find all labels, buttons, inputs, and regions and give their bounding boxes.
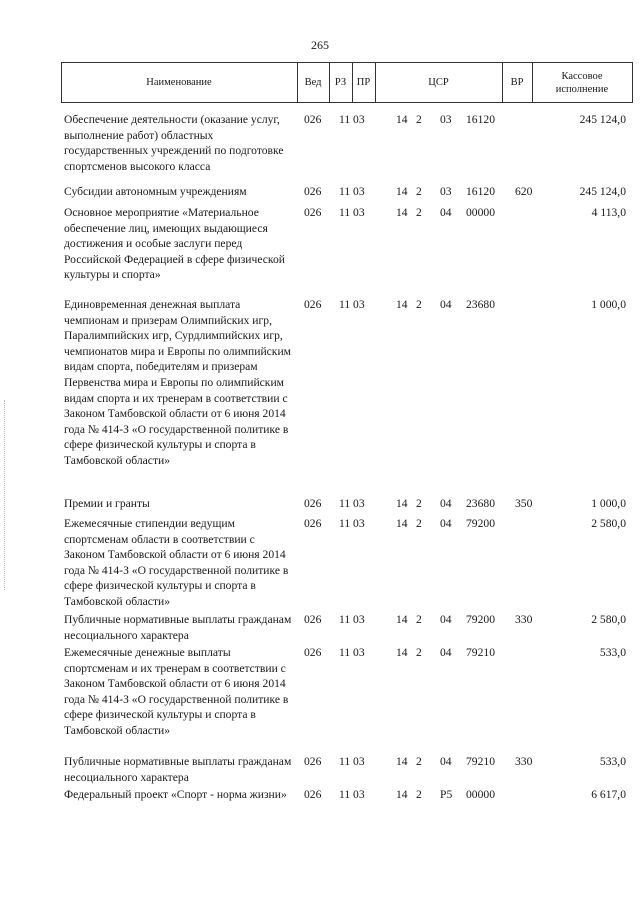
row-csr-part: 14	[396, 788, 408, 801]
row-amount: 4 113,0	[591, 206, 626, 219]
row-ved: 026	[304, 497, 322, 510]
table-header	[61, 62, 633, 103]
row-csr-part: 14	[396, 613, 408, 626]
row-rz-pr: 11 03	[339, 113, 365, 126]
row-csr-part: 2	[416, 517, 422, 530]
row-csr-part: 16120	[466, 113, 495, 126]
row-csr-part: 00000	[466, 206, 495, 219]
row-csr-part: 2	[416, 613, 422, 626]
row-vr: 350	[515, 497, 533, 510]
row-ved: 026	[304, 755, 322, 768]
row-amount: 533,0	[599, 755, 626, 768]
row-csr-part: 23680	[466, 497, 495, 510]
row-ved: 026	[304, 113, 322, 126]
row-vr: 330	[515, 755, 533, 768]
row-amount: 245 124,0	[579, 113, 626, 126]
row-rz-pr: 11 03	[339, 206, 365, 219]
row-csr-part: 14	[396, 298, 408, 311]
row-ved: 026	[304, 185, 322, 198]
row-amount: 1 000,0	[591, 497, 626, 510]
row-csr-part: 79200	[466, 517, 495, 530]
row-csr-part: 16120	[466, 185, 495, 198]
row-name: Единовременная денежная выплата чемпионам и призерам Олимпийских игр, Паралимпийских игр, Сурдлимпийских игр, чемпионатов мира и Европы по олимпийским видам спорта, победителям и призерам Первенства мира и Европы по олимпийским видам спорта и их тренерам в соответствии с Законом Тамбовской области от 6 июня 2014 года № 414-З «О государственной политике в сфере физической культуры и спорта в Тамбовской области»	[64, 298, 291, 467]
row-csr-part: 04	[440, 497, 452, 510]
row-amount: 1 000,0	[591, 298, 626, 311]
row-amount: 6 617,0	[591, 788, 626, 801]
row-name: Федеральный проект «Спорт - норма жизни»	[64, 788, 287, 801]
header-vr: ВР	[510, 77, 524, 88]
row-csr-part: 00000	[466, 788, 495, 801]
row-rz-pr: 11 03	[339, 185, 365, 198]
header-pr: ПР	[356, 77, 371, 88]
row-ved: 026	[304, 206, 322, 219]
header-amount: Кассовое исполнение	[555, 70, 609, 95]
header-rz: РЗ	[334, 77, 347, 88]
row-csr-part: 79210	[466, 755, 495, 768]
page-number: 265	[311, 38, 329, 52]
row-csr-part: 04	[440, 613, 452, 626]
row-csr-part: 14	[396, 755, 408, 768]
row-csr-part: 2	[416, 113, 422, 126]
row-csr-part: 2	[416, 185, 422, 198]
row-ved: 026	[304, 517, 322, 530]
row-name: Ежемесячные денежные выплаты спортсменам и их тренерам в соответствии с Законом Тамбовской области от 6 июня 2014 года № 414-З «О государственной политике в сфере физической культуры и спорта в Тамбовской области»	[64, 646, 289, 737]
row-amount: 533,0	[599, 646, 626, 659]
row-csr-part: 04	[440, 646, 452, 659]
row-csr-part: P5	[440, 788, 453, 801]
header-csr: ЦСР	[428, 77, 449, 88]
row-csr-part: 79210	[466, 646, 495, 659]
row-name: Премии и гранты	[64, 497, 150, 510]
row-csr-part: 2	[416, 755, 422, 768]
row-csr-part: 03	[440, 185, 452, 198]
row-csr-part: 2	[416, 206, 422, 219]
row-csr-part: 14	[396, 113, 408, 126]
row-name: Субсидии автономным учреждениям	[64, 185, 247, 198]
row-csr-part: 2	[416, 646, 422, 659]
row-name: Основное мероприятие «Материальное обеспечение лиц, имеющих выдающиеся достижения и особые заслуги перед Российской Федерацией в сфере физической культуры и спорта»	[64, 206, 285, 282]
scan-margin-mark	[4, 400, 7, 590]
row-amount: 245 124,0	[579, 185, 626, 198]
row-csr-part: 14	[396, 185, 408, 198]
row-amount: 2 580,0	[591, 613, 626, 626]
row-csr-part: 2	[416, 788, 422, 801]
row-name: Ежемесячные стипендии ведущим спортсменам области в соответствии с Законом Тамбовской области от 6 июня 2014 года № 414-З «О государственной политике в сфере физической культуры и спорта в Тамбовской области»	[64, 517, 289, 608]
row-vr: 620	[515, 185, 533, 198]
row-csr-part: 04	[440, 517, 452, 530]
header-divider	[632, 62, 633, 103]
row-csr-part: 04	[440, 298, 452, 311]
row-csr-part: 14	[396, 646, 408, 659]
row-csr-part: 23680	[466, 298, 495, 311]
row-amount: 2 580,0	[591, 517, 626, 530]
row-csr-part: 14	[396, 517, 408, 530]
row-rz-pr: 11 03	[339, 613, 365, 626]
row-csr-part: 14	[396, 206, 408, 219]
header-ved: Вед	[304, 77, 322, 88]
row-csr-part: 14	[396, 497, 408, 510]
row-csr-part: 04	[440, 206, 452, 219]
row-name: Публичные нормативные выплаты гражданам несоциального характера	[64, 613, 292, 642]
row-rz-pr: 11 03	[339, 517, 365, 530]
row-ved: 026	[304, 298, 322, 311]
row-ved: 026	[304, 646, 322, 659]
row-ved: 026	[304, 613, 322, 626]
header-name: Наименование	[146, 77, 212, 88]
row-csr-part: 04	[440, 755, 452, 768]
row-rz-pr: 11 03	[339, 497, 365, 510]
row-name: Публичные нормативные выплаты гражданам несоциального характера	[64, 755, 292, 784]
row-ved: 026	[304, 788, 322, 801]
row-rz-pr: 11 03	[339, 755, 365, 768]
row-rz-pr: 11 03	[339, 298, 365, 311]
row-name: Обеспечение деятельности (оказание услуг, выполнение работ) областных государственных учреждений по подготовке спортсменов высокого класса	[64, 113, 284, 173]
row-vr: 330	[515, 613, 533, 626]
row-csr-part: 03	[440, 113, 452, 126]
row-rz-pr: 11 03	[339, 788, 365, 801]
row-csr-part: 2	[416, 497, 422, 510]
row-rz-pr: 11 03	[339, 646, 365, 659]
row-csr-part: 2	[416, 298, 422, 311]
row-csr-part: 79200	[466, 613, 495, 626]
